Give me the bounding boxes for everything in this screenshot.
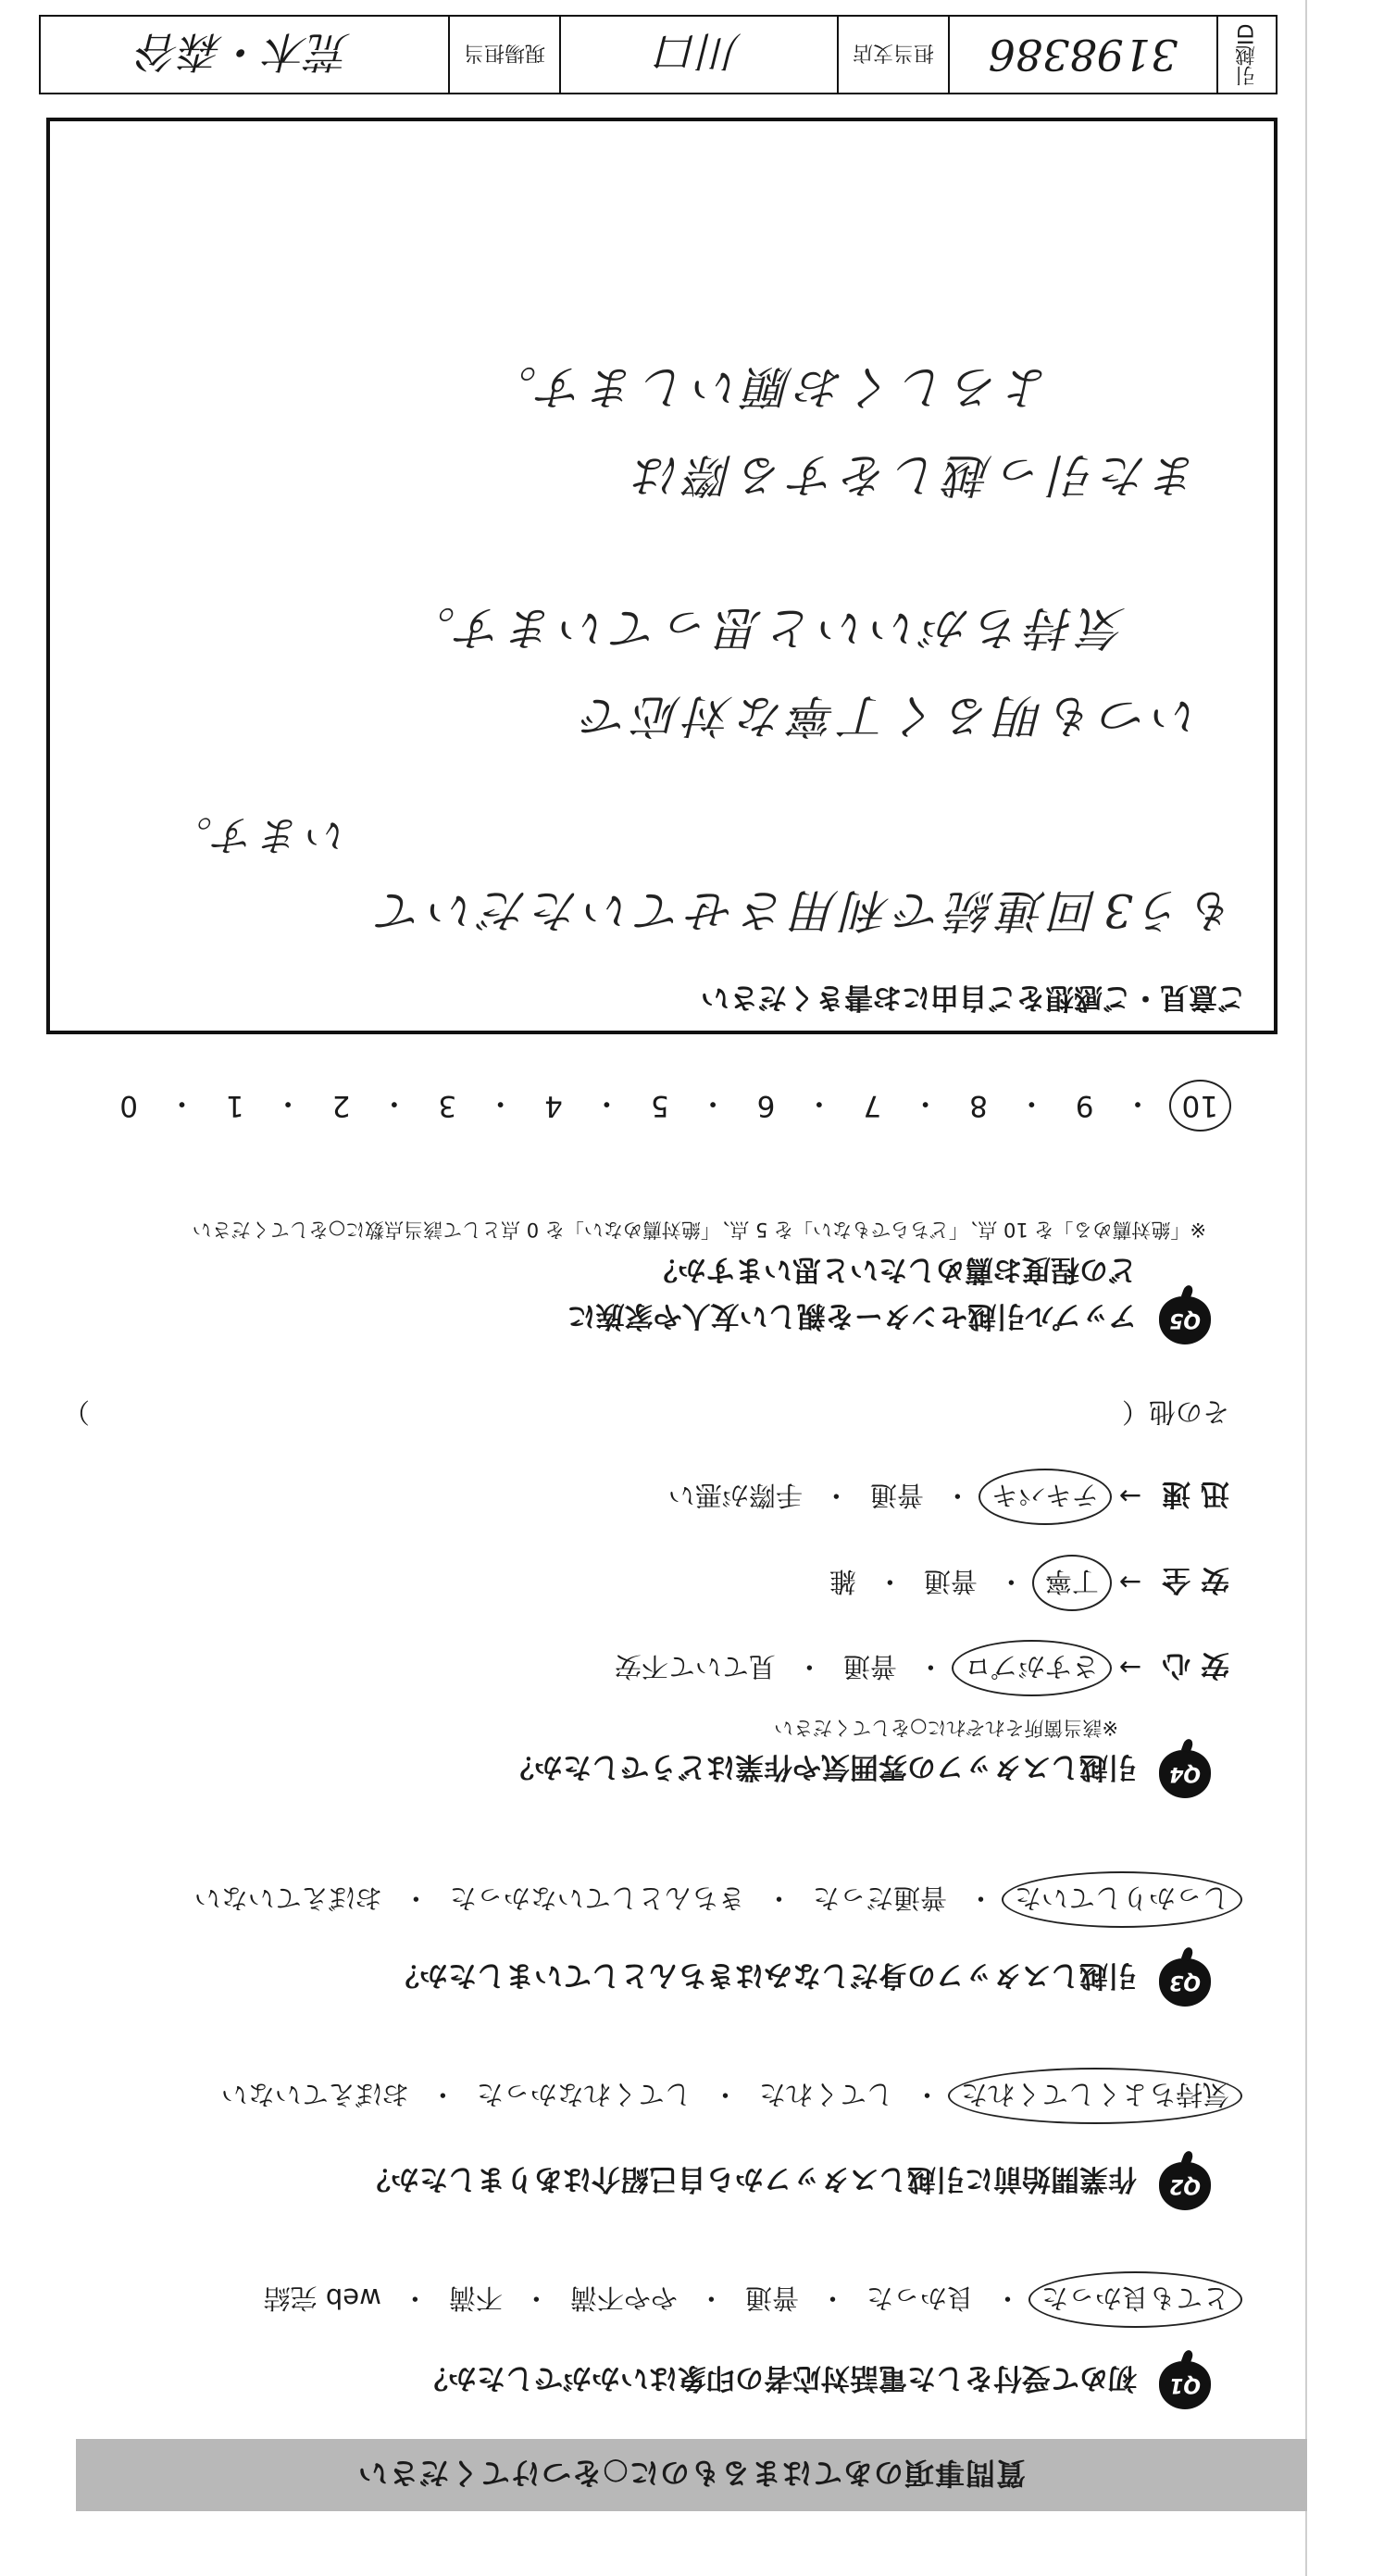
comment-line-6: よろしくお願いします。 — [485, 360, 1052, 414]
q5-scale: 10 ・ 9 ・ 8 ・ 7 ・ 6 ・ 5 ・ 4 ・ 3 ・ 2 ・ 1 ・ 0 — [119, 1086, 1218, 1123]
arrow-icon: → — [1118, 1481, 1142, 1513]
q1-option-2[interactable]: 良かった — [866, 2282, 974, 2314]
q3-options: しっかりしていた ・ 普通だった ・ きちんとしていなかった ・ おぼえていない — [194, 1881, 1229, 1919]
q2-option-2[interactable]: してくれた — [758, 2079, 893, 2110]
q4-row-label: 迅 速 — [1162, 1477, 1229, 1510]
q2-option-4[interactable]: おぼえていない — [220, 2079, 409, 2110]
q5-score-0[interactable]: 0 — [119, 1089, 138, 1123]
info-table — [39, 15, 1278, 94]
q5-question-line1: アップル引越センターを親しい友人や家族に — [567, 1299, 1137, 1332]
q2-question: 作業開始前に引越しスタッフから自己紹介はありましたか？ — [362, 2162, 1137, 2195]
staff-value-cell — [41, 17, 448, 93]
q5-score-3[interactable]: 3 — [438, 1089, 457, 1123]
q4-note: ※該当箇所それぞれに○をしてください — [774, 1717, 1118, 1739]
q5-badge-icon: Q5 — [1159, 1296, 1211, 1344]
staff-label-cell — [448, 17, 559, 93]
q1-badge-icon: Q1 — [1159, 2361, 1211, 2409]
q1-option-6[interactable]: web 完結 — [263, 2282, 381, 2314]
q4-badge-icon: Q4 — [1159, 1750, 1211, 1798]
q5-score-2[interactable]: 2 — [331, 1089, 351, 1123]
branch-value: 川口 — [656, 27, 742, 77]
q4-row2-option-1[interactable]: 丁寧 — [1045, 1564, 1099, 1602]
comment-line-4: 気持ちがいいと思っています。 — [404, 601, 1126, 655]
q4-row-label: 安 心 — [1162, 1648, 1229, 1682]
q4-row-label: 安 全 — [1162, 1563, 1229, 1596]
arrow-icon: → — [1118, 1652, 1142, 1684]
id-value: 3198386 — [988, 30, 1178, 80]
q1-question: 初めて受付をした電話対応者の印象はいかがでしたか？ — [419, 2361, 1137, 2395]
q4-question: 引越しスタッフの雰囲気や作業はどうでしたか？ — [505, 1750, 1137, 1783]
q5-score-4[interactable]: 4 — [544, 1089, 563, 1123]
q5-score-10[interactable]: 10 — [1181, 1089, 1218, 1123]
q3-option-3[interactable]: きちんとしていなかった — [449, 1882, 745, 1914]
q4-row1-option-2[interactable]: 普通 — [842, 1651, 897, 1682]
comments-box[interactable] — [46, 118, 1278, 1034]
branch-label: 担当支店 — [853, 41, 935, 65]
q1-options: とても良かった ・ 良かった ・ 普通 ・ やや不満 ・ 不満 ・ web 完結 — [264, 2281, 1229, 2319]
q2-options: 気持ちよくしてくれた ・ してくれた ・ してくれなかった ・ おぼえていない — [221, 2077, 1229, 2115]
q3-badge-icon: Q3 — [1159, 1958, 1211, 2007]
q4-row1-option-1[interactable]: さすがプロ — [965, 1649, 1099, 1687]
q5-score-6[interactable]: 6 — [756, 1089, 776, 1123]
q4-row-jinsoku: 迅 速 → テキパキ ・ 普通 ・ 手際が悪い — [668, 1476, 1229, 1518]
q4-row3-option-3[interactable]: 手際が悪い — [667, 1480, 803, 1511]
q4-row-anzen: 安 全 → 丁寧 ・ 普通 ・ 雑 — [829, 1562, 1229, 1604]
q1-option-1[interactable]: とても良かった — [1041, 2281, 1229, 2319]
q4-row2-option-3[interactable]: 雑 — [829, 1566, 856, 1597]
q5-note: ※「絶対薦める」を 10 点、「どちらでもない」を 5 点、「絶対薦めない」を 0 点として該当点数に○をしてください — [192, 1219, 1206, 1241]
q2-badge-icon: Q2 — [1159, 2162, 1211, 2210]
comment-line-2: います。 — [166, 811, 348, 858]
q4-row-anshin: 安 心 → さすがプロ ・ 普通 ・ 見ていて不安 — [615, 1647, 1229, 1689]
q3-option-2[interactable]: 普通だった — [812, 1882, 947, 1914]
staff-value: 荒木・森谷 — [138, 27, 351, 77]
instruction-text: 質問事項のあてはまるものに○をつけてください — [357, 2456, 1026, 2491]
id-value-cell — [948, 17, 1216, 93]
q1-option-5[interactable]: 不満 — [448, 2282, 503, 2314]
q5-question-line2: どの程度お薦めしたいと思いますか？ — [649, 1253, 1137, 1286]
q3-option-4[interactable]: おぼえていない — [193, 1882, 382, 1914]
q5-score-7[interactable]: 7 — [863, 1089, 882, 1123]
q4-row3-option-1[interactable]: テキパキ — [991, 1478, 1099, 1516]
instruction-banner — [76, 2439, 1307, 2511]
branch-value-cell — [559, 17, 837, 93]
q4-row3-option-2[interactable]: 普通 — [869, 1480, 924, 1511]
q5-score-8[interactable]: 8 — [969, 1089, 988, 1123]
q5-score-5[interactable]: 5 — [650, 1089, 669, 1123]
q2-option-1[interactable]: 気持ちよくしてくれた — [961, 2077, 1229, 2115]
comments-header: ご意見・ご感想をご自由にお書きください — [701, 981, 1246, 1014]
comment-line-1: もう3回連続で利用させていただいて — [372, 883, 1237, 937]
id-label: 引越ID — [1235, 23, 1259, 86]
staff-label: 現場担当 — [464, 41, 546, 65]
q1-option-3[interactable]: 普通 — [744, 2282, 799, 2314]
q4-other-row — [63, 1394, 1229, 1432]
q4-row2-option-2[interactable]: 普通 — [923, 1566, 978, 1597]
q2-option-3[interactable]: してくれなかった — [476, 2079, 692, 2110]
q4-other-label: その他（ — [1121, 1396, 1229, 1428]
q4-other-blank[interactable] — [90, 1413, 1122, 1415]
q3-question: 引越しスタッフの身だしなみはきちんとしていましたか？ — [391, 1958, 1137, 1992]
q1-option-4[interactable]: やや不満 — [569, 2282, 678, 2314]
branch-label-cell — [837, 17, 948, 93]
comment-line-3: いつも明るく丁寧な対応で — [578, 689, 1200, 743]
id-label-cell — [1216, 17, 1276, 93]
comment-line-5: また引っ越しをする際は — [629, 448, 1200, 502]
q5-score-9[interactable]: 9 — [1075, 1089, 1094, 1123]
arrow-icon: → — [1118, 1567, 1142, 1599]
q4-row1-option-3[interactable]: 見ていて不安 — [614, 1651, 776, 1682]
q3-option-1[interactable]: しっかりしていた — [1015, 1881, 1229, 1919]
q5-score-1[interactable]: 1 — [225, 1089, 244, 1123]
q4-other-close: ） — [63, 1396, 91, 1428]
